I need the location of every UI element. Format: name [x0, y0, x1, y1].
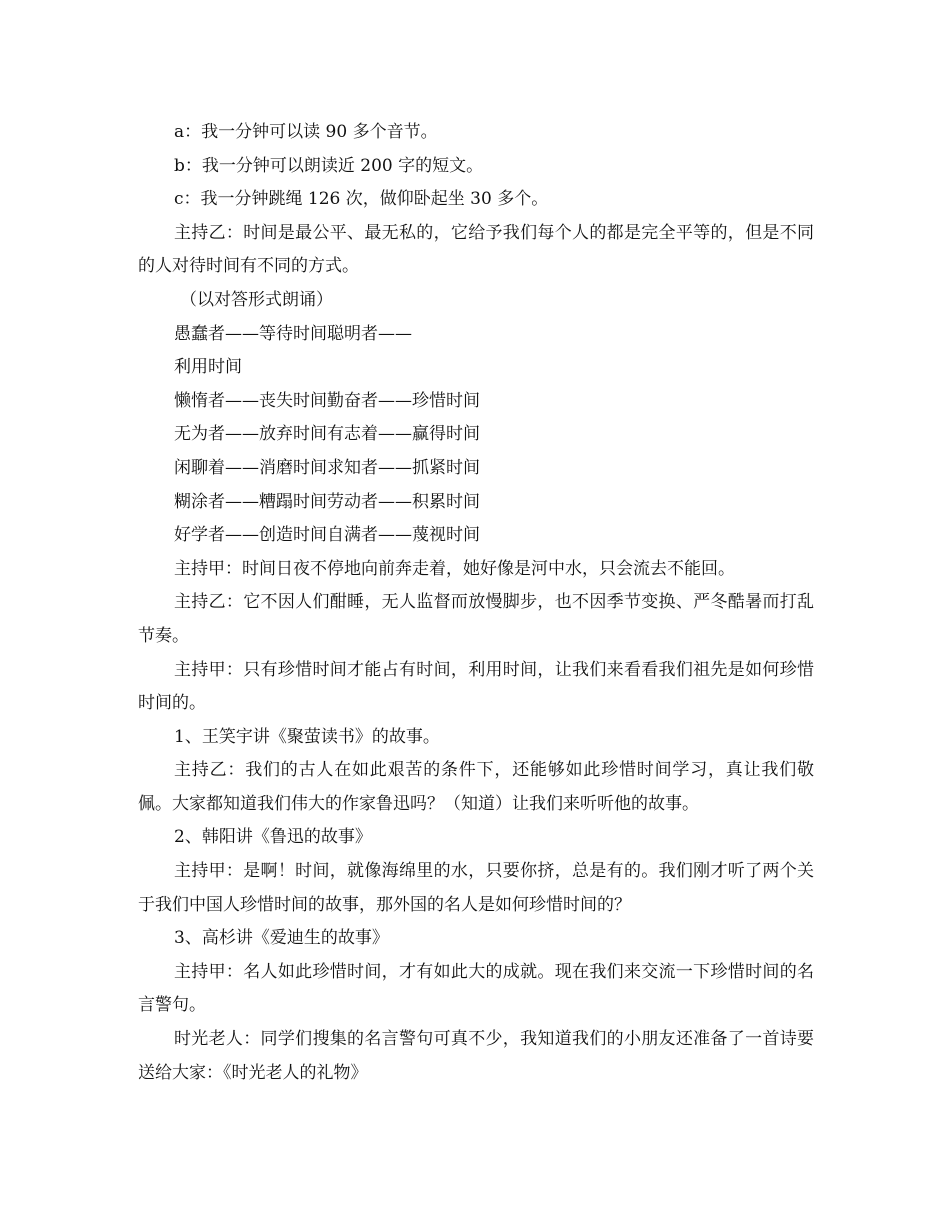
- paragraph: b：我一分钟可以朗读近 200 字的短文。: [174, 155, 484, 176]
- paragraph: 糊涂者——糟蹋时间劳动者——积累时间: [174, 491, 480, 512]
- paragraph: a：我一分钟可以读 90 多个音节。: [174, 122, 438, 142]
- paragraph: 无为者——放弃时间有志着——赢得时间: [174, 424, 480, 445]
- paragraph: 主持乙：它不因人们酣睡，无人监督而放慢脚步，也不因季节变换、严冬酷暑而打乱节奏。: [138, 592, 814, 646]
- paragraph: 利用时间: [174, 357, 242, 378]
- paragraph: 主持甲：是啊！时间，就像海绵里的水，只要你挤，总是有的。我们刚才听了两个关于我们中国人珍惜时间的故事，那外国的名人是如何珍惜时间的？: [138, 861, 814, 915]
- paragraph: 好学者——创造时间自满者——蔑视时间: [174, 525, 480, 546]
- paragraph: c：我一分钟跳绳 126 次，做仰卧起坐 30 多个。: [174, 189, 549, 210]
- paragraph: 懒惰者——丧失时间勤奋者——珍惜时间: [174, 390, 480, 411]
- paragraph: 3、高杉讲《爱迪生的故事》: [174, 928, 389, 949]
- paragraph: 闲聊着——消磨时间求知者——抓紧时间: [174, 457, 480, 478]
- paragraph: 主持甲：只有珍惜时间才能占有时间，利用时间，让我们来看看我们祖先是如何珍惜时间的。: [138, 659, 814, 714]
- document-body: [138, 116, 814, 1090]
- paragraph: 主持乙：我们的古人在如此艰苦的条件下，还能够如此珍惜时间学习，真让我们敬佩。大家都知道我们伟大的作家鲁迅吗？（知道）让我们来听听他的故事。: [138, 760, 814, 814]
- paragraph: 时光老人：同学们搜集的名言警句可真不少，我知道我们的小朋友还准备了一首诗要送给大家：《时光老人的礼物》: [138, 1029, 814, 1083]
- paragraph: 主持甲：时间日夜不停地向前奔走着，她好像是河中水，只会流去不能回。: [174, 558, 735, 579]
- paragraph: 主持乙：时间是最公平、最无私的，它给予我们每个人的都是完全平等的，但是不同的人对待时间有不同的方式。: [138, 222, 814, 277]
- paragraph: 2、韩阳讲《鲁迅的故事》: [174, 827, 372, 848]
- paragraph: 主持甲：名人如此珍惜时间，才有如此大的成就。现在我们来交流一下珍惜时间的名言警句。: [138, 961, 814, 1016]
- paragraph: （以对答形式朗诵）: [180, 289, 333, 310]
- paragraph: 愚蠢者——等待时间聪明者——: [174, 323, 412, 344]
- paragraph: 1、王笑宇讲《聚萤读书》的故事。: [174, 726, 440, 747]
